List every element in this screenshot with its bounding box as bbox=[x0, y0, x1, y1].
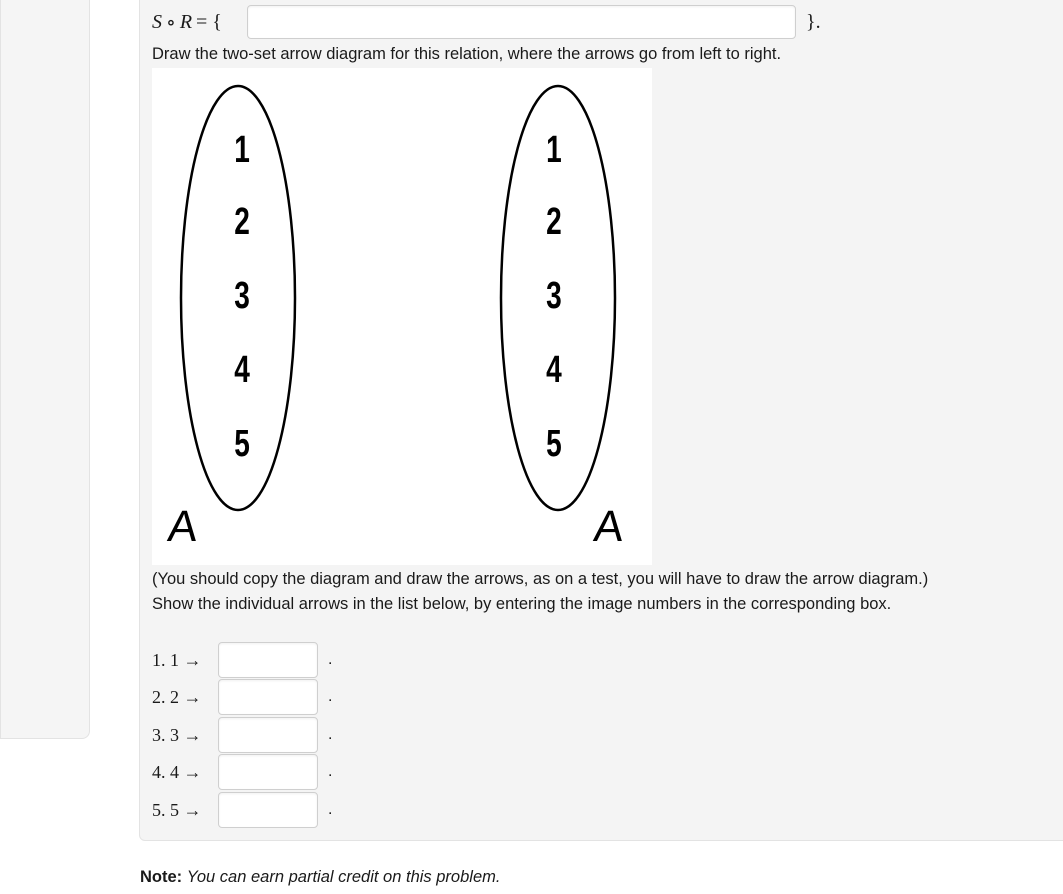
row-period: . bbox=[328, 688, 333, 705]
right-element-3: 3 bbox=[546, 275, 562, 318]
close-brace: }. bbox=[806, 10, 821, 33]
instruction-text: Draw the two-set arrow diagram for this relation, where the arrows go from left to right. bbox=[152, 45, 782, 63]
r-variable: R bbox=[179, 10, 193, 33]
copy-note: (You should copy the diagram and draw the arrows, as on a test, you will have to draw the arrow diagram.) bbox=[152, 570, 929, 588]
left-panel bbox=[0, 0, 90, 739]
relation-label bbox=[152, 5, 222, 39]
left-element-3: 3 bbox=[234, 275, 250, 318]
right-element-2: 2 bbox=[546, 200, 562, 244]
note-label: Note: bbox=[140, 868, 183, 886]
left-set-label: A bbox=[165, 502, 201, 551]
relation-answer-input[interactable] bbox=[247, 5, 796, 39]
arrow-diagram bbox=[152, 68, 652, 565]
arrow-row-label: 5. 5 → bbox=[152, 799, 202, 820]
show-note: Show the individual arrows in the list below, by entering the image numbers in the corresponding box. bbox=[152, 595, 892, 613]
equals-open-brace: = { bbox=[196, 10, 222, 33]
row-period: . bbox=[328, 801, 333, 818]
note-text: You can earn partial credit on this problem. bbox=[186, 868, 501, 886]
arrow-input-5[interactable] bbox=[218, 792, 318, 828]
left-element-1: 1 bbox=[234, 128, 250, 172]
arrow-input-1[interactable] bbox=[218, 642, 318, 678]
s-variable: S bbox=[152, 10, 162, 33]
arrow-row-label: 4. 4 → bbox=[152, 761, 202, 782]
arrow-row-5 bbox=[152, 792, 332, 828]
left-element-4: 4 bbox=[234, 348, 250, 392]
right-set-label: A bbox=[591, 502, 627, 551]
arrow-row-1 bbox=[152, 642, 332, 678]
row-period: . bbox=[328, 763, 333, 780]
arrow-row-label: 1. 1 → bbox=[152, 649, 202, 670]
arrow-row-label: 3. 3 → bbox=[152, 724, 202, 745]
row-period: . bbox=[328, 651, 333, 668]
row-period: . bbox=[328, 726, 333, 743]
arrow-row-4 bbox=[152, 754, 332, 790]
right-element-5: 5 bbox=[546, 423, 562, 466]
partial-credit-note bbox=[140, 868, 500, 887]
compose-operator: ∘ bbox=[166, 11, 176, 34]
arrow-input-3[interactable] bbox=[218, 717, 318, 753]
left-element-2: 2 bbox=[234, 200, 250, 244]
arrow-input-4[interactable] bbox=[218, 754, 318, 790]
arrow-row-3 bbox=[152, 717, 332, 753]
right-element-1: 1 bbox=[546, 128, 562, 172]
left-element-5: 5 bbox=[234, 423, 250, 466]
right-element-4: 4 bbox=[546, 348, 562, 392]
arrow-row-2 bbox=[152, 679, 332, 715]
arrow-input-2[interactable] bbox=[218, 679, 318, 715]
arrow-row-label: 2. 2 → bbox=[152, 686, 202, 707]
